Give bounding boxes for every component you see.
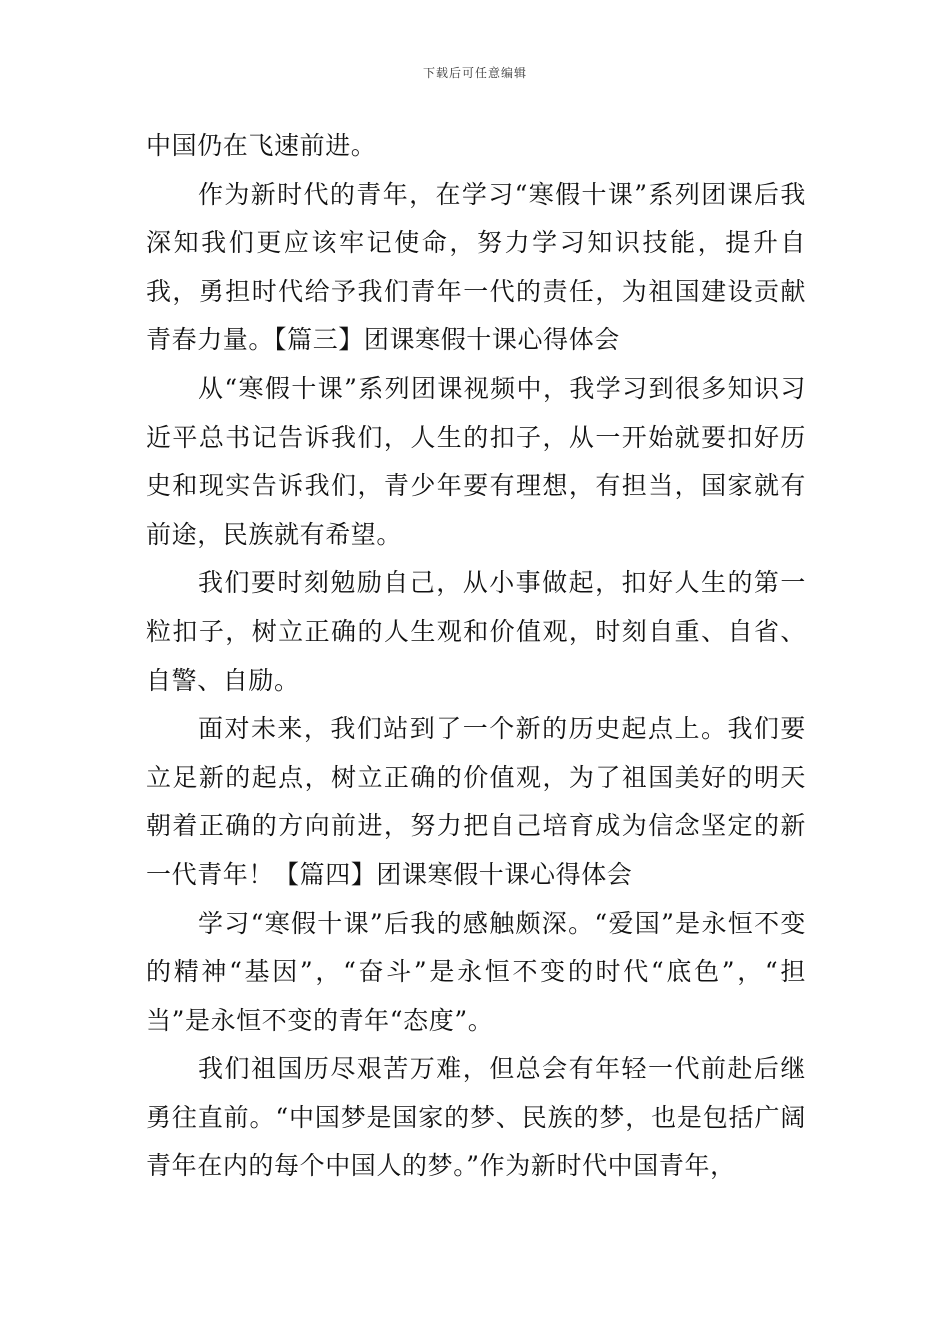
paragraph-2: 作为新时代的青年，在学习“寒假十课”系列团课后我深知我们更应该牢记使命，努力学习知识技能，提升自我，勇担时代给予我们青年一代的责任，为祖国建设贡献青春力量。【篇三】团课寒假十课心得体会 — [146, 179, 806, 355]
paragraph-1: 中国仍在飞速前进。 — [146, 131, 377, 160]
paragraph-5: 面对未来，我们站到了一个新的历史起点上。我们要立足新的起点，树立正确的价值观，为了祖国美好的明天朝着正确的方向前进，努力把自己培育成为信念坚定的新一代青年！【篇四】团课寒假十课心得体会 — [146, 714, 806, 889]
paragraph-3: 从“寒假十课”系列团课视频中，我学习到很多知识习近平总书记告诉我们，人生的扣子，从一开始就要扣好历史和现实告诉我们，青少年要有理想，有担当，国家就有前途，民族就有希望。 — [146, 373, 806, 549]
paragraph-4: 我们要时刻勉励自己，从小事做起，扣好人生的第一粒扣子，树立正确的人生观和价值观，时刻自重、自省、自警、自励。 — [146, 568, 806, 695]
page-header: 下载后可任意编辑 — [422, 66, 527, 80]
paragraph-7: 我们祖国历尽艰苦万难，但总会有年轻一代前赴后继勇往直前。“中国梦是国家的梦、民族的梦，也是包括广阔青年在内的每个中国人的梦。”作为新时代中国青年， — [146, 1054, 806, 1181]
document-body — [146, 122, 806, 1191]
paragraph-6: 学习“寒假十课”后我的感触颇深。“爱国”是永恒不变的精神“基因”，“奋斗”是永恒不变的时代“底色”，“担当”是永恒不变的青年“态度”。 — [146, 908, 806, 1035]
